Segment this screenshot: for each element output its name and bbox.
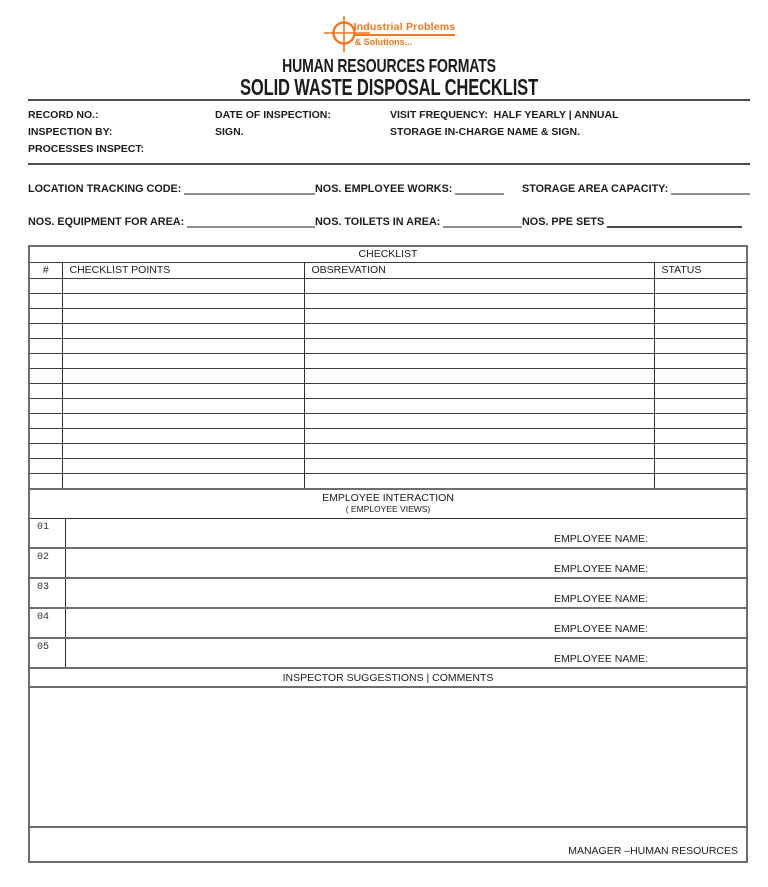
storage-incharge-label: STORAGE IN-CHARGE NAME & SIGN. (390, 126, 580, 138)
checklist-empty-cell (304, 278, 654, 293)
checklist-empty-cell (30, 473, 62, 488)
location-tracking-code-blank (184, 182, 315, 195)
employee-row (30, 579, 746, 609)
checklist-empty-row (30, 458, 746, 473)
checklist-empty-cell (654, 308, 746, 323)
checklist-empty-cell (304, 443, 654, 458)
checklist-empty-cell (654, 278, 746, 293)
storage-area-capacity-blank (671, 182, 750, 195)
employee-row-number: 04 (30, 609, 66, 637)
checklist-empty-cell (30, 293, 62, 308)
checklist-empty-cell (304, 413, 654, 428)
checklist-empty-cell (30, 278, 62, 293)
info-block (28, 101, 750, 163)
document-subtitle: HUMAN RESOURCES FORMATS (282, 56, 496, 76)
field-nos-employee-works (315, 182, 522, 195)
checklist-empty-row (30, 368, 746, 383)
checklist-empty-cell (30, 353, 62, 368)
nos-toilets-label: NOS. TOILETS IN AREA: (315, 216, 441, 228)
employee-row-number: 05 (30, 639, 66, 667)
checklist-empty-cell (62, 323, 304, 338)
field-storage-area-capacity (522, 182, 750, 195)
checklist-empty-cell (304, 383, 654, 398)
nos-employee-works-label: NOS. EMPLOYEE WORKS: (315, 183, 453, 195)
employee-row (30, 639, 746, 669)
checklist-empty-row (30, 473, 746, 488)
employee-view-area (66, 639, 746, 667)
checklist-title: CHECKLIST (30, 247, 746, 262)
form-box (28, 245, 748, 863)
checklist-empty-cell (62, 308, 304, 323)
checklist-empty-cell (62, 458, 304, 473)
employee-name-label: EMPLOYEE NAME: (554, 563, 648, 575)
checklist-empty-cell (30, 413, 62, 428)
checklist-empty-cell (304, 308, 654, 323)
inspector-suggestions-header: INSPECTOR SUGGESTIONS | COMMENTS (30, 669, 746, 688)
checklist-empty-cell (30, 383, 62, 398)
checklist-empty-row (30, 323, 746, 338)
checklist-empty-cell (30, 338, 62, 353)
visit-frequency-label: VISIT FREQUENCY: HALF YEARLY | ANNUAL (390, 109, 619, 121)
checklist-empty-cell (654, 338, 746, 353)
logo (28, 14, 750, 54)
checklist-empty-cell (304, 473, 654, 488)
checklist-empty-row (30, 428, 746, 443)
footer-row (30, 828, 746, 861)
nos-ppe-sets-blank (607, 215, 742, 228)
field-nos-toilets (315, 215, 522, 228)
employee-view-area (66, 519, 746, 547)
location-tracking-code-label: LOCATION TRACKING CODE: (28, 183, 182, 195)
checklist-empty-cell (654, 398, 746, 413)
col-header-number: # (30, 262, 62, 278)
checklist-empty-row (30, 383, 746, 398)
checklist-empty-cell (304, 458, 654, 473)
checklist-empty-row (30, 413, 746, 428)
checklist-header-row (30, 262, 746, 278)
field-location-tracking-code (28, 182, 315, 195)
nos-equipment-blank (187, 215, 315, 228)
checklist-empty-row (30, 443, 746, 458)
checklist-empty-cell (654, 413, 746, 428)
employee-row-number: 01 (30, 519, 66, 547)
nos-ppe-sets-label: NOS. PPE SETS (522, 216, 605, 228)
checklist-empty-cell (62, 353, 304, 368)
checklist-table (30, 247, 746, 488)
nos-toilets-blank (443, 215, 522, 228)
fields-row-2 (28, 215, 750, 228)
checklist-empty-cell (62, 293, 304, 308)
nos-employee-works-blank (455, 182, 504, 195)
inspector-comments-area (30, 688, 746, 828)
checklist-empty-row (30, 308, 746, 323)
field-nos-ppe-sets (522, 215, 750, 228)
logo-brand-line2: & Solutions... (354, 37, 413, 47)
sign-label: SIGN. (215, 126, 244, 138)
employee-row-number: 03 (30, 579, 66, 607)
processes-inspect-label: PROCESSES INSPECT: (28, 143, 145, 155)
info-row (28, 107, 750, 124)
employee-row (30, 549, 746, 579)
checklist-empty-rows (30, 278, 746, 488)
checklist-empty-cell (304, 293, 654, 308)
checklist-empty-cell (654, 323, 746, 338)
checklist-empty-cell (654, 368, 746, 383)
fields-row-1 (28, 182, 750, 195)
checklist-empty-cell (30, 398, 62, 413)
checklist-empty-cell (30, 323, 62, 338)
col-header-status: STATUS (654, 262, 746, 278)
employee-name-label: EMPLOYEE NAME: (554, 623, 648, 635)
checklist-empty-cell (30, 368, 62, 383)
date-of-inspection-label: DATE OF INSPECTION: (215, 109, 331, 121)
employee-name-label: EMPLOYEE NAME: (554, 593, 648, 605)
employee-row (30, 519, 746, 549)
employee-view-area (66, 549, 746, 577)
checklist-empty-cell (62, 443, 304, 458)
checklist-empty-cell (30, 428, 62, 443)
checklist-empty-cell (62, 473, 304, 488)
checklist-empty-row (30, 338, 746, 353)
field-nos-equipment (28, 215, 315, 228)
checklist-empty-cell (304, 398, 654, 413)
document-title: SOLID WASTE DISPOSAL CHECKLIST (239, 74, 539, 100)
employee-row-number: 02 (30, 549, 66, 577)
employee-interaction-title: EMPLOYEE INTERACTION (322, 492, 454, 504)
checklist-empty-cell (304, 353, 654, 368)
employee-name-label: EMPLOYEE NAME: (554, 653, 648, 665)
checklist-empty-cell (62, 278, 304, 293)
checklist-empty-row (30, 278, 746, 293)
divider-info-bottom (28, 163, 750, 165)
checklist-empty-row (30, 353, 746, 368)
storage-area-capacity-label: STORAGE AREA CAPACITY: (522, 183, 669, 195)
info-row (28, 141, 750, 158)
checklist-empty-cell (62, 338, 304, 353)
col-header-checklist-points: CHECKLIST POINTS (62, 262, 304, 278)
checklist-empty-cell (62, 428, 304, 443)
record-no-label: RECORD NO.: (28, 109, 99, 121)
employee-row (30, 609, 746, 639)
logo-brand-line1: Industrial Problems (354, 21, 456, 36)
checklist-empty-cell (62, 398, 304, 413)
checklist-title-row (30, 247, 746, 262)
info-row (28, 124, 750, 141)
employee-interaction-header (30, 488, 746, 519)
employee-views-subtitle: ( EMPLOYEE VIEWS) (345, 504, 431, 514)
checklist-empty-cell (30, 458, 62, 473)
logo-text (354, 21, 456, 47)
checklist-empty-cell (654, 473, 746, 488)
checklist-empty-cell (654, 428, 746, 443)
checklist-empty-cell (654, 458, 746, 473)
checklist-empty-cell (304, 323, 654, 338)
checklist-empty-cell (30, 443, 62, 458)
checklist-empty-cell (62, 413, 304, 428)
checklist-empty-cell (62, 383, 304, 398)
checklist-empty-cell (654, 353, 746, 368)
inspection-by-label: INSPECTION BY: (28, 126, 113, 138)
employee-view-area (66, 579, 746, 607)
checklist-empty-cell (654, 443, 746, 458)
checklist-empty-cell (654, 383, 746, 398)
col-header-obsrevation: OBSREVATION (304, 262, 654, 278)
checklist-empty-cell (30, 308, 62, 323)
checklist-empty-cell (304, 428, 654, 443)
checklist-empty-row (30, 398, 746, 413)
manager-signoff-label: MANAGER –HUMAN RESOURCES (568, 845, 738, 857)
nos-equipment-label: NOS. EQUIPMENT FOR AREA: (28, 216, 185, 228)
employee-name-label: EMPLOYEE NAME: (554, 533, 648, 545)
checklist-empty-row (30, 293, 746, 308)
checklist-empty-cell (654, 293, 746, 308)
employee-view-area (66, 609, 746, 637)
checklist-empty-cell (62, 368, 304, 383)
checklist-empty-cell (304, 338, 654, 353)
checklist-empty-cell (304, 368, 654, 383)
